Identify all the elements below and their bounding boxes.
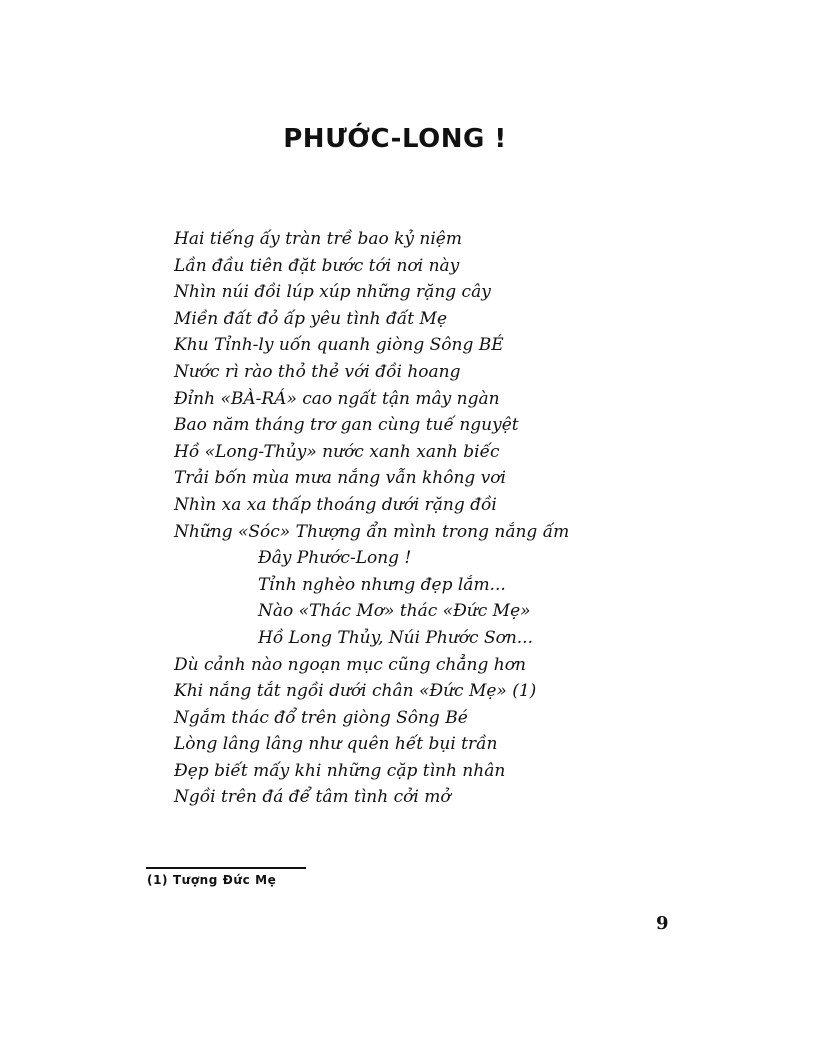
poem-title: PHƯỚC-LONG !	[283, 124, 507, 154]
poem-line-indented: Đây Phước-Long !	[258, 548, 412, 569]
poem-line: Nhìn núi đồi lúp xúp những rặng cây	[174, 282, 491, 303]
poem-line: Những «Sóc» Thượng ẩn mình trong nắng ấm	[174, 521, 570, 542]
poem-line: Ngắm thác đổ trên giòng Sông Bé	[174, 707, 468, 728]
poem-line: Ngồi trên đá để tâm tình cởi mở	[174, 787, 451, 808]
poem-line: Lần đầu tiên đặt bước tới nơi này	[174, 255, 460, 276]
poem-line: Bao năm tháng trơ gan cùng tuế nguyệt	[174, 415, 519, 436]
poem-line-indented: Tỉnh nghèo nhưng đẹp lắm...	[258, 574, 506, 595]
page-number: 9	[656, 913, 669, 934]
poem-line-indented: Nào «Thác Mơ» thác «Đức Mẹ»	[258, 601, 531, 622]
footnote: (1) Tượng Đức Mẹ	[147, 873, 277, 887]
poem-line: Khi nắng tắt ngồi dưới chân «Đức Mẹ» (1)	[174, 681, 537, 702]
poem-line: Dù cảnh nào ngoạn mục cũng chẳng hơn	[174, 654, 526, 675]
poem-line: Lòng lâng lâng như quên hết bụi trần	[174, 734, 498, 755]
footnote-divider	[146, 867, 306, 869]
poem-line: Trải bốn mùa mưa nắng vẫn không vơi	[174, 468, 506, 489]
poem-line: Nước rì rào thỏ thẻ với đồi hoang	[174, 361, 461, 382]
poem-line: Khu Tỉnh-ly uốn quanh giòng Sông BÉ	[174, 335, 504, 356]
poem-line: Miền đất đỏ ấp yêu tình đất Mẹ	[174, 308, 448, 329]
poem-line: Đẹp biết mấy khi những cặp tình nhân	[174, 760, 506, 781]
poem-line: Hồ «Long-Thủy» nước xanh xanh biếc	[174, 441, 500, 462]
poem-line: Đỉnh «BÀ-RÁ» cao ngất tận mây ngàn	[174, 388, 500, 409]
poem-line: Hai tiếng ấy tràn trề bao kỷ niệm	[174, 229, 462, 249]
poem-line: Nhìn xa xa thấp thoáng dưới rặng đồi	[174, 494, 497, 515]
poem-body	[174, 226, 694, 811]
poem-line-indented: Hồ Long Thủy, Núi Phước Sơn...	[258, 627, 533, 648]
